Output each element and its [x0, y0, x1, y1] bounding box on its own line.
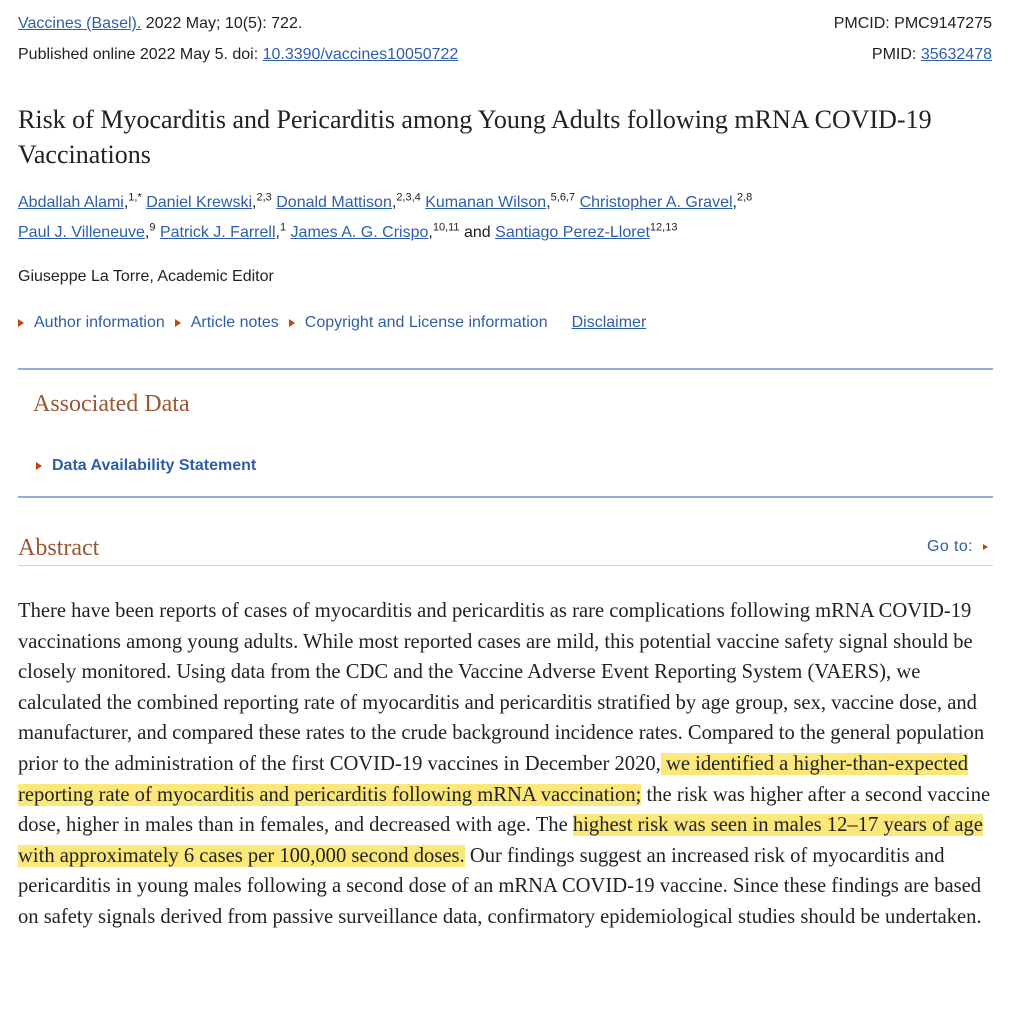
abstract-text	[18, 596, 1003, 933]
disclaimer-link[interactable]: Disclaimer	[571, 314, 647, 331]
citation-row-2	[18, 45, 992, 65]
author-link[interactable]: Christopher A. Gravel	[579, 194, 733, 211]
pmcid-value: PMC9147275	[894, 15, 992, 32]
data-availability-toggle[interactable]	[36, 456, 256, 476]
issue-info: 2022 May; 10(5): 722.	[141, 15, 303, 32]
published-info: Published online 2022 May 5. doi:	[18, 46, 263, 63]
highlighted-text: highest risk was seen in males 12–17 years of age with approximately 6 cases per 100,000 second doses.	[18, 814, 983, 867]
author-information-label: Author information	[34, 314, 165, 331]
goto-menu[interactable]	[927, 537, 988, 557]
abstract-heading: Abstract	[18, 535, 100, 561]
author-list: Abdallah Alami,$^{1,*}$ Daniel Krewski,$^{2,3}$ Donald Mattison,$^{2,3,4}$ Kumanan Wilson,$^{5,6,7}$ Christopher A. Gravel,$^{2,8}$ Paul J. Villeneuve,$^9$ Patrick J. Farrell,$^1$ James A. G. Crispo,$^{10,11}$ and Santiago Perez-Lloret$^{12,13}$	[18, 191, 753, 241]
goto-label: Go to:	[927, 538, 973, 555]
journal-link[interactable]: Vaccines (Basel).	[18, 15, 142, 32]
divider	[18, 368, 993, 370]
author-link[interactable]: Daniel Krewski	[146, 194, 253, 211]
article-notes-bar	[18, 313, 646, 333]
author-affiliation: 5,6,7	[550, 191, 576, 204]
abstract-text-segment: Our findings suggest an increased risk of myocarditis and pericarditis in young males following a second dose of an mRNA COVID-19 vaccine. Since these findings are based on safety signals derived from passive surveillance data, confirmatory epidemiological studies should be undertaken.	[18, 844, 982, 928]
article-title: Risk of Myocarditis and Pericarditis among Young Adults following mRNA COVID-19 Vaccinations	[18, 105, 932, 169]
author-information-toggle[interactable]	[18, 313, 165, 333]
pmid-link[interactable]: 35632478	[920, 46, 992, 63]
abstract-text-segment: the risk was higher after a second vaccine dose, higher in males than in females, and decreased with age. The	[18, 783, 991, 837]
triangle-right-icon	[36, 462, 42, 470]
abstract-divider	[18, 565, 993, 566]
author-link[interactable]: James A. G. Crispo	[290, 224, 429, 241]
citation-row-1	[18, 14, 992, 34]
author-link[interactable]: Patrick J. Farrell	[159, 224, 276, 241]
data-availability-label: Data Availability Statement	[52, 457, 257, 474]
copyright-label: Copyright and License information	[304, 314, 548, 331]
author-affiliation: 12,13	[649, 221, 678, 234]
triangle-right-icon	[983, 544, 988, 550]
pmcid	[834, 14, 992, 34]
author-affiliation: 10,11	[432, 221, 460, 234]
triangle-right-icon	[18, 319, 24, 327]
triangle-right-icon	[175, 319, 181, 327]
highlighted-text: we identified a higher-than-expected reporting rate of myocarditis and pericarditis following mRNA vaccination;	[18, 752, 969, 806]
associated-data-heading: Associated Data	[33, 391, 190, 417]
article-notes-label: Article notes	[190, 314, 279, 331]
author-link[interactable]: Abdallah Alami	[18, 194, 124, 211]
author-affiliation: 2,8	[736, 191, 753, 204]
author-affiliation: 2,3	[256, 191, 272, 204]
author-link[interactable]: Kumanan Wilson	[425, 194, 547, 211]
copyright-toggle[interactable]	[289, 313, 548, 333]
pmid	[872, 45, 992, 65]
abstract-text-segment: There have been reports of cases of myocarditis and pericarditis as rare complications following mRNA COVID-19 vaccinations among young adults. While most reported cases are mild, this potential vaccine safety signal should be closely monitored. Using data from the CDC and the Vaccine Adverse Event Reporting System (VAERS), we calculated the combined reporting rate of myocarditis and pericarditis stratified by age group, sex, vaccine dose, and manufacturer, and compared these rates to the crude background incidence rates. Compared to the general population prior to the administration of the first COVID-19 vaccines in December 2020,	[18, 600, 985, 775]
doi-link[interactable]: 10.3390/vaccines10050722	[262, 46, 459, 63]
authors-and: and	[464, 224, 491, 241]
author-link[interactable]: Santiago Perez-Lloret	[495, 224, 650, 241]
author-affiliation: 9	[149, 221, 156, 234]
triangle-right-icon	[289, 319, 295, 327]
author-affiliation: 1	[279, 221, 287, 234]
author-link[interactable]: Donald Mattison	[276, 194, 392, 211]
pmcid-label: PMCID:	[833, 15, 895, 32]
author-affiliation: 2,3,4	[396, 191, 421, 204]
article-notes-toggle[interactable]	[175, 313, 279, 333]
academic-editor: Giuseppe La Torre, Academic Editor	[18, 268, 274, 285]
author-affiliation: 1,*	[128, 191, 142, 204]
divider	[18, 496, 993, 498]
author-link[interactable]: Paul J. Villeneuve	[18, 224, 145, 241]
pmid-label: PMID:	[871, 46, 921, 63]
